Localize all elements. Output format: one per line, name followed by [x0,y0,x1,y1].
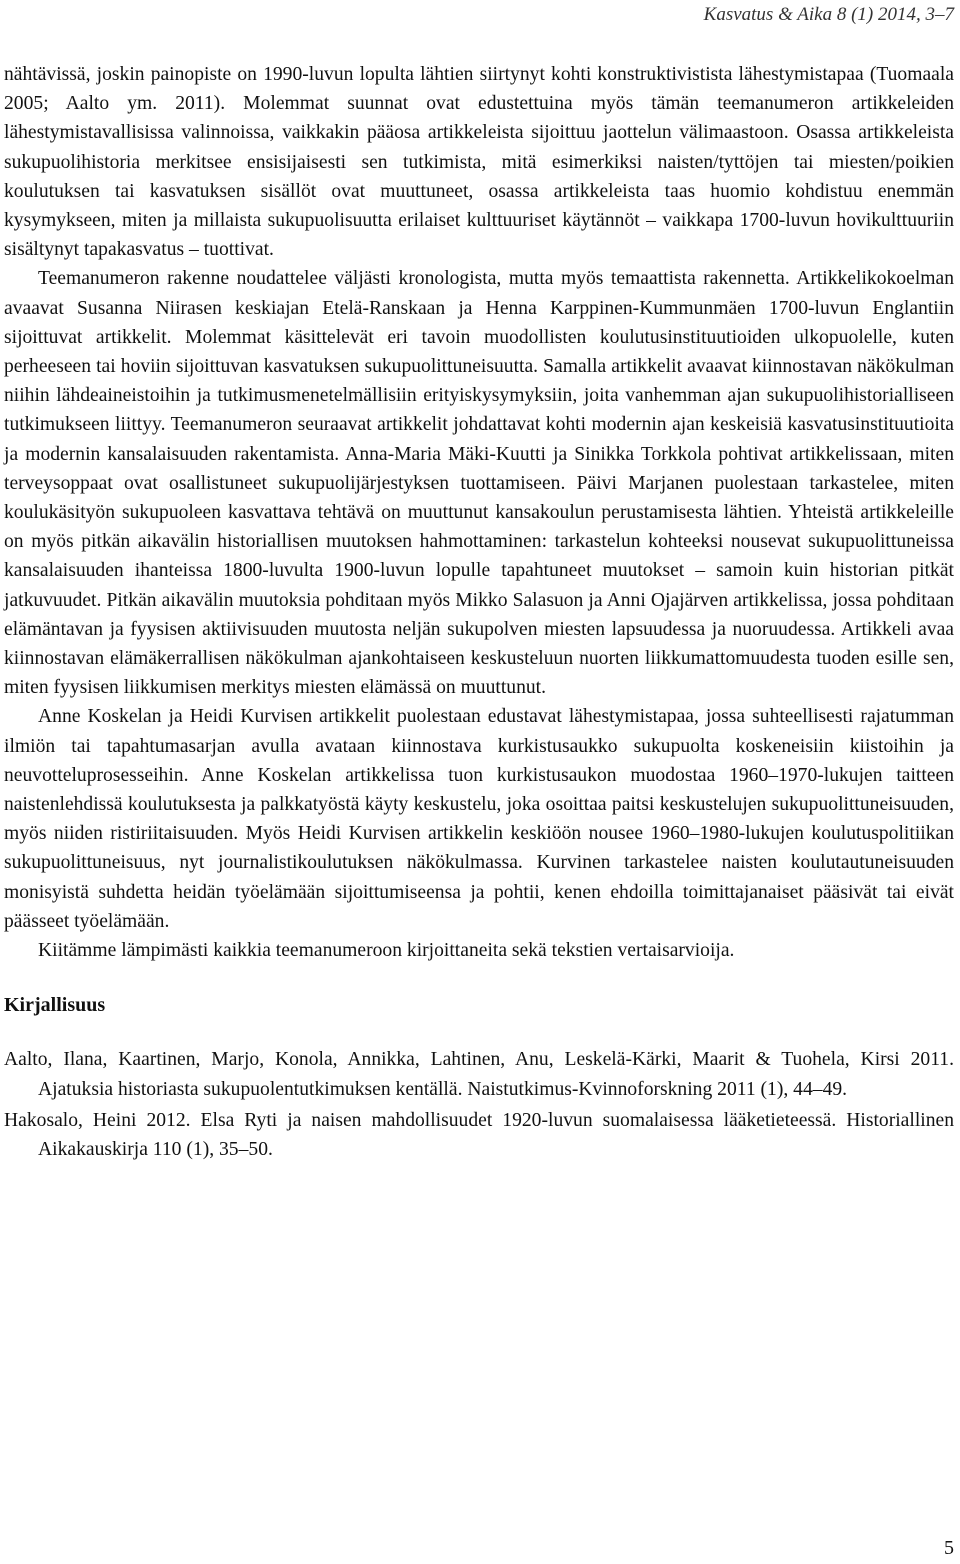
paragraph: nähtävissä, joskin painopiste on 1990-luvun lopulta lähtien siirtynyt kohti konstruktivistista lähestymistapaa (Tuomaala 2005; Aalto ym. 2011). Molemmat suunnat ovat edustettuina myös tämän teemanumeron artikkeleiden lähestymistavallisissa valinnoissa, vaikkakin pääosa artikkeleista sijoittuu jaottelun välimaastoon. Osassa artikkeleista sukupuolihistoria merkitsee ensisijaisesti sen tutkimista, mitä esimerkiksi naisten/tyttöjen tai miesten/poikien koulutuksen tai kasvatuksen sisällöt ovat muuttuneet, osassa artikkeleista taas huomio kohdistuu enemmän kysymykseen, miten ja millaista sukupuolisuutta erilaiset kulttuuriset käytännöt – vaikkapa 1700-luvun hovikulttuuriin sisältynyt tapakasvatus – tuottivat. [4,64,954,261]
page-number: 5 [944,1537,954,1559]
reference-item: Aalto, Ilana, Kaartinen, Marjo, Konola, Annikka, Lahtinen, Anu, Leskelä-Kärki, Maarit & Tuohela, Kirsi 2011. Ajatuksia historiasta sukupuolentutkimuksen kentällä. Naistutkimus-Kvinnoforskning 2011 (1), 44–49. [4,1049,954,1100]
paragraph: Kiitämme lämpimästi kaikkia teemanumeroon kirjoittaneita sekä tekstien vertaisarvioija. [38,940,735,962]
reference-item: Hakosalo, Heini 2012. Elsa Ryti ja naisen mahdollisuudet 1920-luvun suomalaisessa lääketieteessä. Historiallinen Aikakauskirja 110 (1), 35–50. [4,1109,954,1160]
article-body [4,60,954,1166]
running-head: Kasvatus & Aika 8 (1) 2014, 3–7 [703,4,954,25]
paragraph: Teemanumeron rakenne noudattelee väljästi kronologista, mutta myös temaattista rakennetta. Artikkelikokoelman avaavat Susanna Niirasen keskiajan Etelä-Ranskaan ja Henna Karppinen-Kummunmäen 1700-luvun Englantiin sijoittuvat artikkelit. Molemmat käsittelevät eri tavoin muodollisten koulutusinstituutioiden ulkopuolelle, kuten perheeseen tai hoviin sijoittuvan kasvatuksen sukupuolittuneisuutta. Samalla artikkelit avaavat kiinnostavan näkökulman niihin lähdeaineistoihin ja tutkimusmenetelmällisiin erityiskysymyksiin, joita vanhemman ajan sukupuolihistorialliseen tutkimukseen liittyy. Teemanumeron seuraavat artikkelit johdattavat kohti modernin ajan keskeisiä kasvatusinstituutioita ja modernin kansalaisuuden rakentamista. Anna-Maria Mäki-Kuutti ja Sinikka Torkkola pohtivat artikkelissaan, miten terveysoppaat ovat osallistuneet sukupuolijärjestyksen tuottamiseen. Päivi Marjanen puolestaan tarkastelee, miten koulukäsityön sukupuoleen kasvattava tehtävä on muuttunut kansakoulun perustamisesta lähtien. Yhteistä artikkeleille on myös pitkän aikavälin historiallisen muutoksen hahmottaminen: tarkastelun kohteeksi nousevat sukupuolittuneissa kansalaisuuden ihanteissa 1800-luvulta 1900-luvun lopulle tapahtuneet muutokset – samoin kuin historian pitkät jatkuvuudet. Pitkän aikavälin muutoksia pohditaan myös Mikko Salasuon ja Anni Ojajärven artikkelissa, jossa pohditaan elämäntavan ja fyysisen aktiivisuuden muutosta neljän sukupolven miesten lapsuudessa ja nuoruudessa. Artikkeli avaa kiinnostavan elämäkerrallisen näkökulman ajankohtaiseen keskusteluun nuorten liikkumattomuudesta tuoden esille sen, miten fyysisen liikkumisen merkitys miesten elämässä on muuttunut. [4,268,954,699]
reference-list [4,1045,954,1164]
section-heading: Kirjallisuus [4,994,106,1017]
paragraph: Anne Koskelan ja Heidi Kurvisen artikkelit puolestaan edustavat lähestymistapaa, jossa suhteellisesti rajatumman ilmiön tai tapahtumasarjan avulla avataan kiinnostava kurkistusaukko sukupuolta koskeneisiin kiistoihin ja neuvotteluprosesseihin. Anne Koskelan artikkelissa tuon kurkistusaukon muodostaa 1960–1970-lukujen taitteen naistenlehdissä koulutuksesta ja palkkatyöstä käyty keskustelu, joka osoittaa paitsi keskustelujen sukupuolittuneisuuden, myös niiden ristiriitaisuuden. Myös Heidi Kurvisen artikkelin keskiöön nousee 1960–1980-lukujen koulutuspolitiikan sukupuolittuneisuus, nyt journalistikoulutuksen näkökulmassa. Kurvinen tarkastelee naisten koulutautuneisuuden monisyistä suhdetta heidän työelämään sijoittumiseensa ja pohtii, kenen ehdoilla toimittajanaiset pääsivät tai eivät päässeet työelämään. [4,706,954,932]
